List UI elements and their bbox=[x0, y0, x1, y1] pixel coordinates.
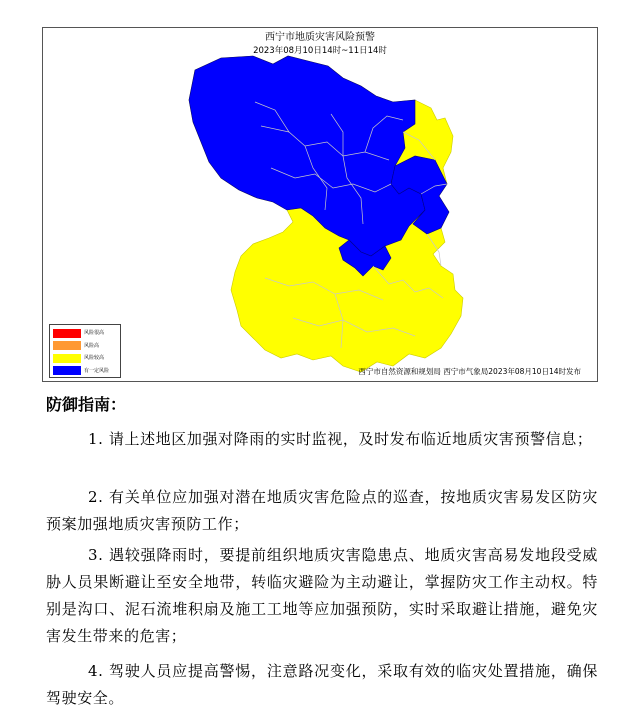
guide-item-2: 2. 有关单位应加强对潜在地质灾害危险点的巡查，按地质灾害易发区防灾预案加强地质灾害预防工作； bbox=[46, 488, 598, 533]
risk-map bbox=[42, 27, 598, 382]
legend-label: 风险很高 bbox=[84, 330, 105, 337]
legend-swatch bbox=[53, 329, 81, 338]
legend-item-high bbox=[53, 340, 117, 353]
legend-swatch bbox=[53, 341, 81, 350]
legend-label: 风险高 bbox=[84, 342, 100, 349]
legend-item-relatively-high bbox=[53, 352, 117, 365]
map-regions bbox=[43, 28, 597, 381]
map-title: 西宁市地质灾害风险预警 bbox=[265, 32, 375, 43]
map-footer: 西宁市自然资源和规划局 西宁市气象局2023年08月10日14时发布 bbox=[358, 367, 581, 376]
legend-swatch bbox=[53, 366, 81, 375]
guide-item-1: 1. 请上述地区加强对降雨的实时监视，及时发布临近地质灾害预警信息； bbox=[88, 430, 593, 448]
guide-title: 防御指南： bbox=[46, 395, 127, 414]
legend-item-some-risk bbox=[53, 365, 117, 378]
legend-swatch bbox=[53, 354, 81, 363]
legend-label: 风险较高 bbox=[84, 355, 105, 362]
map-legend bbox=[49, 324, 121, 378]
legend-label: 有一定风险 bbox=[84, 367, 110, 374]
map-subtitle: 2023年08月10日14时~11日14时 bbox=[253, 46, 387, 56]
legend-item-very-high bbox=[53, 327, 117, 340]
guide-item-4: 4. 驾驶人员应提高警惕，注意路况变化，采取有效的临灾处置措施，确保驾驶安全。 bbox=[46, 662, 598, 707]
guide-item-3: 3. 遇较强降雨时，要提前组织地质灾害隐患点、地质灾害高易发地段受威胁人员果断避让至安全地带，转临灾避险为主动避让，掌握防灾工作主动权。特别是沟口、泥石流堆积扇及施工工地等应加强预防，实时采取避让措施，避免灾害发生带来的危害； bbox=[46, 546, 598, 645]
